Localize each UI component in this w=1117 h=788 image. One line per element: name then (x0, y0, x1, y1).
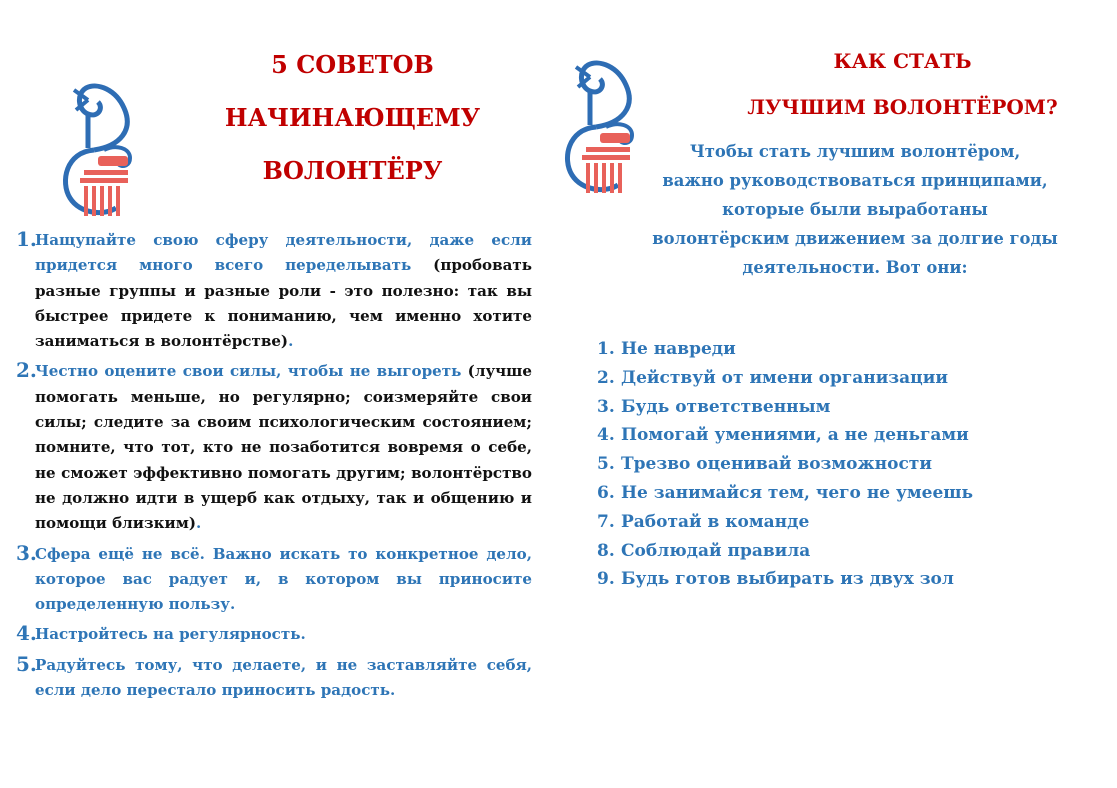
principle-number: 4. (597, 425, 615, 446)
tip-highlight: Честно оцените свои силы, чтобы не выгореть (35, 362, 462, 381)
principle-number: 3. (597, 396, 615, 417)
principle-number: 9. (597, 569, 615, 590)
tip-detail: (лучше помогать меньше, но регулярно; соизмеряйте свои силы; следите за своим психологическим состоянием; помните, что тот, кто не позаботится вовремя о себе, не сможет эффективно помогать другим; волонтёрство не должно идти в ущерб как отдыху, так и общению и помощи близким) (35, 362, 532, 533)
principle-item (597, 364, 973, 393)
principle-number: 2. (597, 367, 615, 388)
right-title (720, 38, 1085, 130)
principle-item (597, 565, 973, 594)
principle-text: Не занимайся тем, чего не умеешь (621, 482, 974, 503)
principle-text: Помогай умениями, а не деньгами (621, 425, 969, 446)
principle-text: Действуй от имени организации (621, 367, 948, 388)
left-title-line: НАЧИНАЮЩЕМУ (224, 103, 481, 132)
principle-text: Будь ответственным (621, 396, 831, 417)
principle-number: 1. (597, 339, 615, 359)
left-title (205, 38, 500, 197)
left-logo-icon (58, 78, 144, 218)
tip-tail: . (288, 332, 294, 351)
principle-number: 5. (597, 454, 615, 475)
intro-line: деятельности. Вот они: (742, 258, 968, 277)
principle-item (597, 450, 973, 479)
principle-number: 7. (597, 511, 615, 532)
right-title-line: ЛУЧШИМ ВОЛОНТЁРОМ? (747, 95, 1058, 119)
principle-item (597, 537, 973, 566)
principle-text: Будь готов выбирать из двух зол (621, 569, 954, 590)
tip-detail: (пробовать разные группы и разные роли - это полезно: так вы быстрее придете к пониманию, чем именно хотите заниматься в волонтёрстве) (35, 256, 532, 351)
principle-number: 6. (597, 482, 615, 503)
tips-list (12, 228, 532, 708)
principle-text: Не навреди (621, 339, 736, 359)
tip-number: 4. (16, 621, 37, 646)
left-title-line: ВОЛОНТЁРУ (262, 156, 443, 185)
principle-number: 8. (597, 540, 615, 561)
tip-item (12, 622, 532, 647)
principle-item (597, 421, 973, 450)
intro-line: волонтёрским движением за долгие годы (652, 229, 1058, 248)
left-title-line: 5 СОВЕТОВ (271, 50, 434, 79)
tip-number: 2. (16, 358, 37, 383)
intro-line: важно руководствоваться принципами, (662, 171, 1048, 190)
intro-line: Чтобы стать лучшим волонтёром, (689, 142, 1021, 161)
tip-number: 5. (16, 651, 37, 676)
intro-line: которые были выработаны (722, 200, 988, 219)
principle-text: Соблюдай правила (621, 540, 811, 561)
tip-highlight: Настройтесь на регулярность. (35, 625, 306, 644)
tip-highlight: Сфера ещё не всё. Важно искать то конкретное дело, которое вас радует и, в котором вы приносите определенную пользу. (35, 544, 532, 614)
tip-number: 3. (16, 540, 37, 565)
principle-item (597, 508, 973, 537)
tip-item (12, 542, 532, 618)
tip-item (12, 359, 532, 536)
principle-item (597, 335, 973, 364)
principle-item (597, 479, 973, 508)
tip-tail: . (195, 514, 202, 533)
right-title-line: КАК СТАТЬ (833, 49, 972, 73)
principle-text: Работай в команде (621, 511, 810, 532)
principles-list (597, 335, 973, 594)
principle-item (597, 393, 973, 422)
principle-text: Трезво оценивай возможности (621, 454, 932, 475)
tip-number: 1. (16, 227, 37, 251)
tip-item (12, 228, 532, 354)
tip-item (12, 653, 532, 704)
tip-highlight: Радуйтесь тому, что делаете, и не заставляйте себя, если дело перестало приносить радость. (35, 655, 532, 700)
intro-paragraph (620, 137, 1090, 282)
tip-highlight: Нащупайте свою сферу деятельности, даже если придется много всего переделывать (35, 231, 532, 275)
